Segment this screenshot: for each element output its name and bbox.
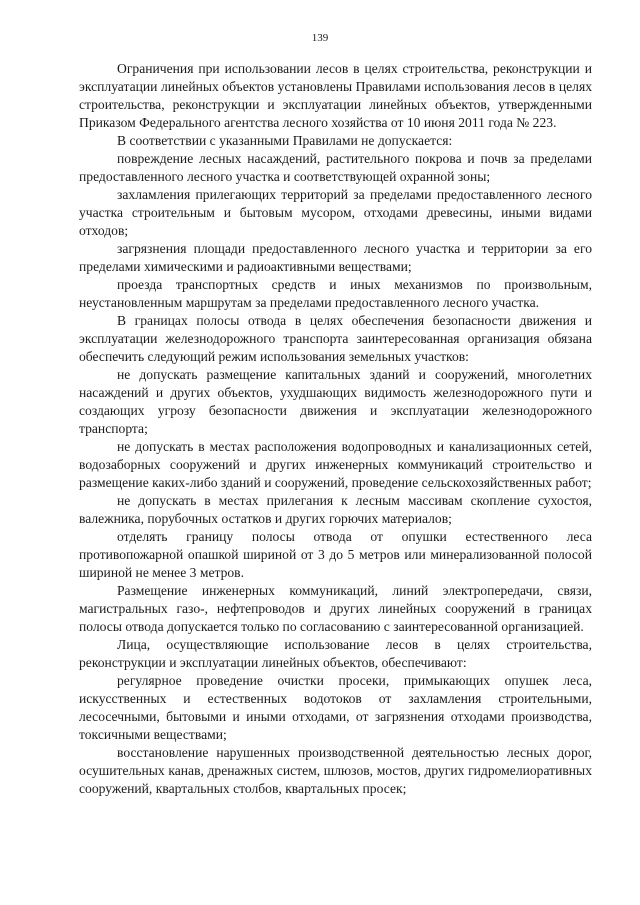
page-number: 139 (311, 32, 329, 44)
paragraph-list-item: регулярное проведение очистки просеки, примыкающих опушек леса, искусственных и естественных водотоков от захламления строительными, лесосечными, бытовыми и иными отходами, от загрязнения отходами производства, токсичными веществами; (79, 673, 592, 742)
paragraph-list-item: не допускать размещение капитальных зданий и сооружений, многолетних насаждений и других объектов, ухудшающих видимость железнодорожного пути и создающих угрозу безопасности движения и эксплуатации железнодорожного транспорта; (79, 367, 592, 436)
paragraph-not-allowed-heading: В соответствии с указанными Правилами не допускается: (117, 133, 453, 148)
paragraph-list-item: не допускать в местах расположения водопроводных и канализационных сетей, водозаборных сооружений и других инженерных коммуникаций строительство и размещение каких-либо зданий и сооружений, проведение сельскохозяйственных работ; (79, 439, 592, 490)
paragraph-obligations-intro: Лица, осуществляющие использование лесов в целях строительства, реконструкции и эксплуатации линейных объектов, обеспечивают: (79, 637, 592, 670)
paragraph-list-item: проезда транспортных средств и иных механизмов по произвольным, неустановленным маршрутам за пределами предоставленного лесного участка. (79, 277, 592, 310)
paragraph-right-of-way-intro: В границах полосы отвода в целях обеспечения безопасности движения и эксплуатации железнодорожного транспорта заинтересованная организация обязана обеспечить следующий режим использования земельных участков: (79, 313, 592, 364)
document-body (79, 60, 592, 798)
paragraph-list-item: не допускать в местах прилегания к лесным массивам скопление сухостоя, валежника, порубочных остатков и других горючих материалов; (79, 493, 592, 526)
paragraph-restrictions-intro: Ограничения при использовании лесов в целях строительства, реконструкции и эксплуатации линейных объектов установлены Правилами использования лесов в целях строительства, реконструкции и эксплуатации линейных объектов, утвержденными Приказом Федерального агентства лесного хозяйства от 10 июня 2011 года № 223. (79, 61, 592, 130)
paragraph-list-item: повреждение лесных насаждений, растительного покрова и почв за пределами предоставленного лесного участка и соответствующей охранной зоны; (79, 151, 592, 184)
paragraph-list-item: загрязнения площади предоставленного лесного участка и территории за его пределами химическими и радиоактивными веществами; (79, 241, 592, 274)
paragraph-utilities-placement: Размещение инженерных коммуникаций, линий электропередачи, связи, магистральных газо-, нефтепроводов и других линейных сооружений в границах полосы отвода допускается только по согласованию с заинтересованной организацией. (79, 583, 592, 634)
paragraph-list-item: отделять границу полосы отвода от опушки естественного леса противопожарной опашкой шириной от 3 до 5 метров или минерализованной полосой шириной не менее 3 метров. (79, 529, 592, 580)
paragraph-list-item: захламления прилегающих территорий за пределами предоставленного лесного участка строительным и бытовым мусором, отходами древесины, иными видами отходов; (79, 187, 592, 238)
paragraph-list-item: восстановление нарушенных производственной деятельностью лесных дорог, осушительных канав, дренажных систем, шлюзов, мостов, других гидромелиоративных сооружений, квартальных столбов, квартальных просек; (79, 745, 592, 796)
